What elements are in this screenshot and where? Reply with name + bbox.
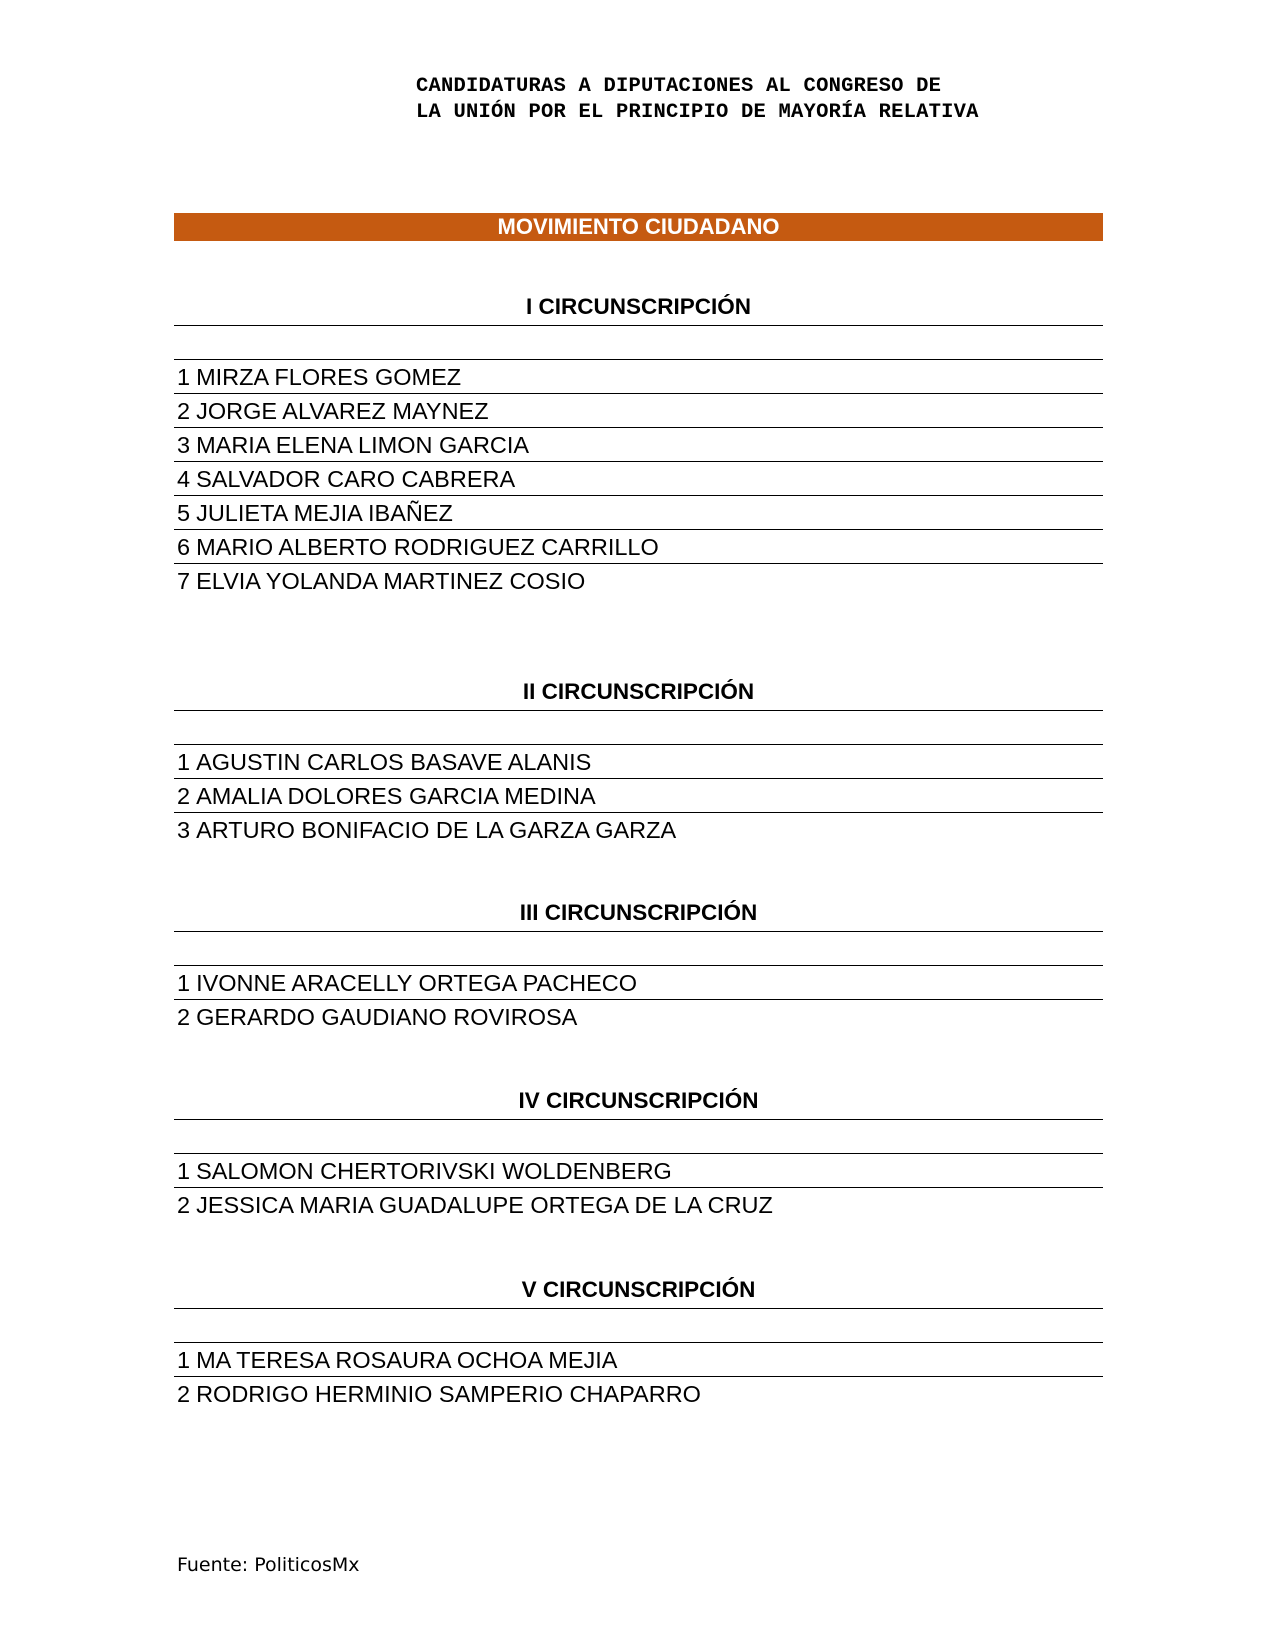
candidate-row xyxy=(174,462,1103,496)
candidate-row xyxy=(174,779,1103,813)
section-spacer xyxy=(174,932,1103,966)
candidate-name: AMALIA DOLORES GARCIA MEDINA xyxy=(196,783,596,809)
candidate-number: 2 xyxy=(177,398,191,424)
source-note: Fuente: PoliticosMx xyxy=(177,1554,360,1576)
candidate-number: 3 xyxy=(177,817,191,843)
section-heading: II CIRCUNSCRIPCIÓN xyxy=(174,677,1103,711)
candidate-number: 7 xyxy=(177,568,191,594)
candidate-row xyxy=(174,1188,1103,1222)
candidate-number: 2 xyxy=(177,1004,191,1030)
candidate-row xyxy=(174,530,1103,564)
candidate-number: 2 xyxy=(177,1192,191,1218)
candidate-number: 5 xyxy=(177,500,191,526)
candidate-number: 6 xyxy=(177,534,191,560)
candidate-name: MARIA ELENA LIMON GARCIA xyxy=(196,432,530,458)
candidate-row xyxy=(174,1154,1103,1188)
candidate-name: JESSICA MARIA GUADALUPE ORTEGA DE LA CRUZ xyxy=(196,1192,773,1218)
candidate-number: 2 xyxy=(177,1381,191,1407)
candidate-row xyxy=(174,1000,1103,1034)
section-heading: I CIRCUNSCRIPCIÓN xyxy=(174,292,1103,326)
candidate-name: JORGE ALVAREZ MAYNEZ xyxy=(196,398,489,424)
candidate-row xyxy=(174,496,1103,530)
candidate-name: AGUSTIN CARLOS BASAVE ALANIS xyxy=(196,749,592,775)
candidate-name: MA TERESA ROSAURA OCHOA MEJIA xyxy=(196,1347,618,1373)
candidate-name: SALOMON CHERTORIVSKI WOLDENBERG xyxy=(196,1158,672,1184)
candidate-name: IVONNE ARACELLY ORTEGA PACHECO xyxy=(196,970,638,996)
candidate-number: 4 xyxy=(177,466,191,492)
document-title xyxy=(416,74,979,126)
candidate-name: ARTURO BONIFACIO DE LA GARZA GARZA xyxy=(196,817,677,843)
candidate-number: 1 xyxy=(177,970,191,996)
candidate-number: 1 xyxy=(177,1347,191,1373)
party-banner: MOVIMIENTO CIUDADANO xyxy=(174,213,1103,241)
candidate-name: RODRIGO HERMINIO SAMPERIO CHAPARRO xyxy=(196,1381,701,1407)
section-circunscripcion-2 xyxy=(174,677,1103,847)
document-title-line-1: CANDIDATURAS A DIPUTACIONES AL CONGRESO DE xyxy=(416,75,942,98)
candidate-name: MARIO ALBERTO RODRIGUEZ CARRILLO xyxy=(196,534,659,560)
section-heading: IV CIRCUNSCRIPCIÓN xyxy=(174,1086,1103,1120)
candidate-row xyxy=(174,428,1103,462)
section-heading: V CIRCUNSCRIPCIÓN xyxy=(174,1275,1103,1309)
section-circunscripcion-3 xyxy=(174,898,1103,1034)
candidate-name: ELVIA YOLANDA MARTINEZ COSIO xyxy=(196,568,586,594)
candidate-number: 1 xyxy=(177,749,191,775)
section-circunscripcion-5 xyxy=(174,1275,1103,1411)
candidate-row xyxy=(174,966,1103,1000)
candidate-number: 3 xyxy=(177,432,191,458)
candidate-number: 1 xyxy=(177,1158,191,1184)
section-heading: III CIRCUNSCRIPCIÓN xyxy=(174,898,1103,932)
section-spacer xyxy=(174,1120,1103,1154)
section-circunscripcion-4 xyxy=(174,1086,1103,1222)
candidate-name: JULIETA MEJIA IBAÑEZ xyxy=(196,500,453,526)
section-spacer xyxy=(174,1309,1103,1343)
candidate-row xyxy=(174,360,1103,394)
candidate-row xyxy=(174,1343,1103,1377)
candidate-row xyxy=(174,745,1103,779)
candidate-number: 2 xyxy=(177,783,191,809)
section-spacer xyxy=(174,711,1103,745)
candidate-row xyxy=(174,564,1103,598)
candidate-row xyxy=(174,394,1103,428)
candidate-row xyxy=(174,1377,1103,1411)
candidate-name: MIRZA FLORES GOMEZ xyxy=(196,364,462,390)
section-spacer xyxy=(174,326,1103,360)
candidate-name: SALVADOR CARO CABRERA xyxy=(196,466,516,492)
candidate-row xyxy=(174,813,1103,847)
candidate-number: 1 xyxy=(177,364,191,390)
candidate-name: GERARDO GAUDIANO ROVIROSA xyxy=(196,1004,578,1030)
section-circunscripcion-1 xyxy=(174,292,1103,598)
document-title-line-2: LA UNIÓN POR EL PRINCIPIO DE MAYORÍA RELATIVA xyxy=(416,101,979,124)
